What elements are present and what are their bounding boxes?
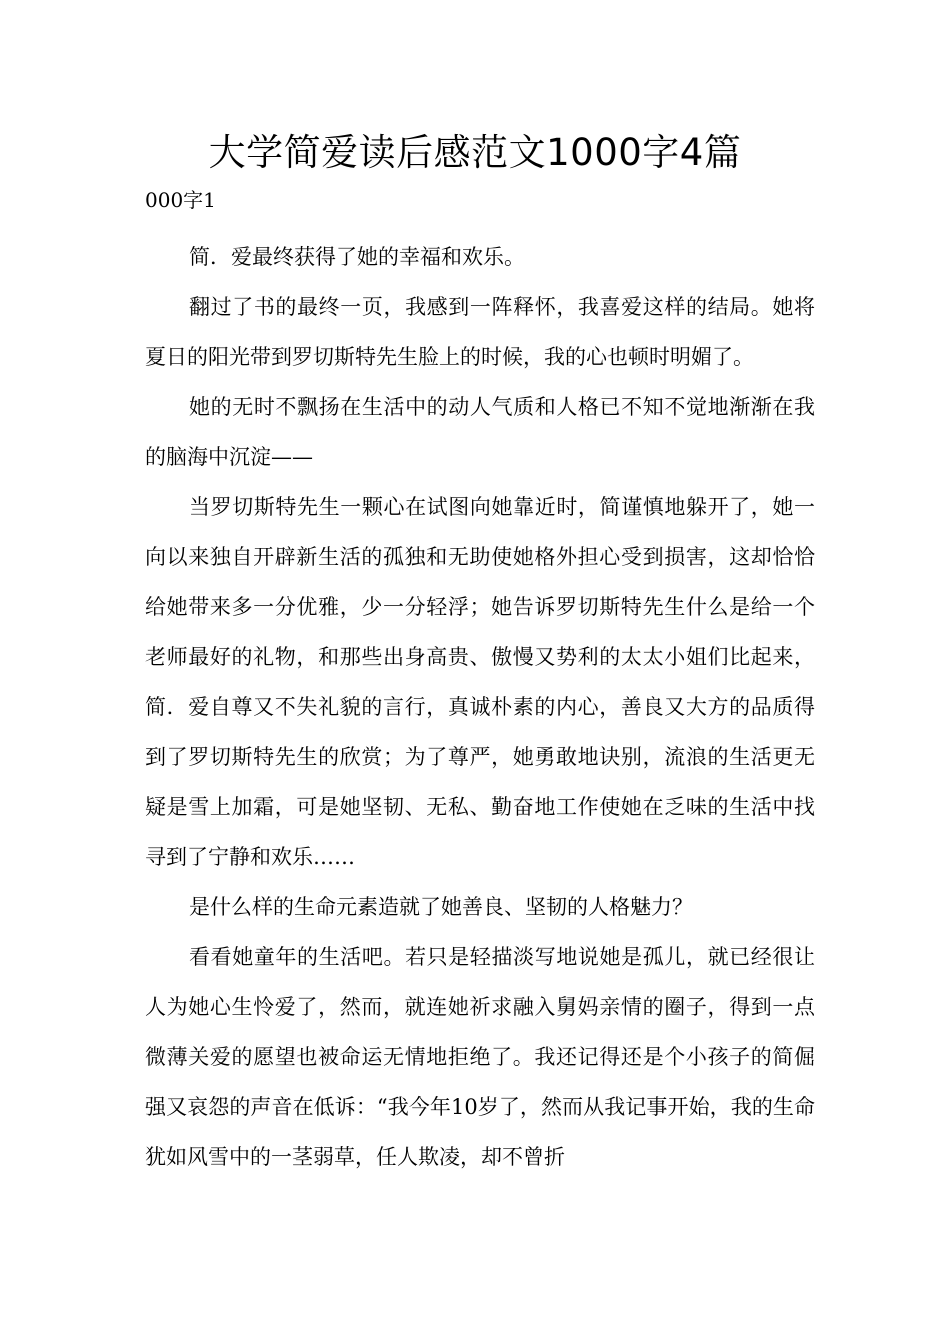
section-subheading: 000字1 bbox=[145, 188, 216, 212]
body-paragraph: 当罗切斯特先生一颗心在试图向她靠近时，简谨慎地躲开了，她一向以来独自开辟新生活的孤独和无助使她格外担心受到损害，这却恰恰给她带来多一分优雅，少一分轻浮；她告诉罗切斯特先生什么是给一个老师最好的礼物，和那些出身高贵、傲慢又势利的太太小姐们比起来，简．爱自尊又不失礼貌的言行，真诚朴素的内心，善良又大方的品质得到了罗切斯特先生的欣赏；为了尊严，她勇敢地诀别，流浪的生活更无疑是雪上加霜，可是她坚韧、无私、勤奋地工作使她在乏味的生活中找寻到了宁静和欢乐…… bbox=[145, 495, 815, 869]
body-paragraph: 简．爱最终获得了她的幸福和欢乐。 bbox=[189, 245, 525, 269]
body-paragraph: 翻过了书的最终一页，我感到一阵释怀，我喜爱这样的结局。她将夏日的阳光带到罗切斯特先生脸上的时候，我的心也顿时明媚了。 bbox=[145, 295, 815, 369]
document-body bbox=[145, 232, 815, 1182]
body-paragraph: 是什么样的生命元素造就了她善良、坚韧的人格魅力？ bbox=[189, 895, 693, 919]
body-paragraph: 看看她童年的生活吧。若只是轻描淡写地说她是孤儿，就已经很让人为她心生怜爱了，然而，就连她祈求融入舅妈亲情的圈子，得到一点微薄关爱的愿望也被命运无情地拒绝了。我还记得还是个小孩子的简倔强又哀怨的声音在低诉：“我今年10岁了，然而从我记事开始，我的生命犹如风雪中的一茎弱草，任人欺凌，却不曾折 bbox=[145, 945, 815, 1169]
document-title: 大学简爱读后感范文1000字4篇 bbox=[208, 131, 742, 174]
body-paragraph: 她的无时不飘扬在生活中的动人气质和人格已不知不觉地渐渐在我的脑海中沉淀—— bbox=[145, 395, 815, 469]
